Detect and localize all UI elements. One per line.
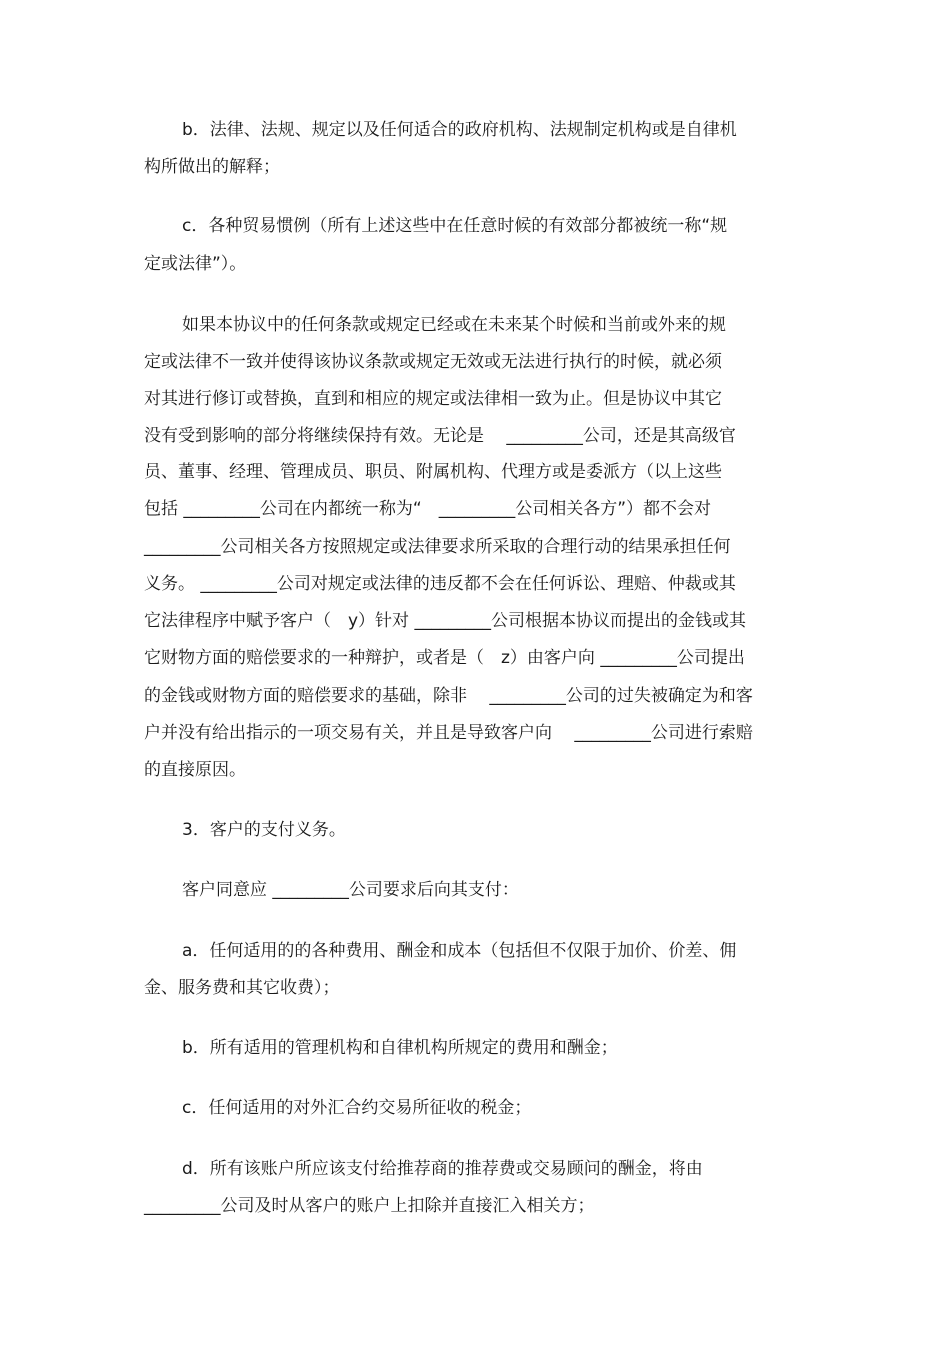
paragraph-main-line-9: 它法律程序中赋予客户（ y）针对 _________公司根据本协议而提出的金钱或其 [144, 611, 746, 631]
section-heading: 3．客户的支付义务。 [182, 820, 346, 840]
paragraph-main-line-5: 员、董事、经理、管理成员、职员、附属机构、代理方或是委派方（以上这些 [144, 462, 722, 482]
item-d-line-2: _________公司及时从客户的账户上扣除并直接汇入相关方； [144, 1196, 595, 1216]
item-a-line-2: 金、服务费和其它收费）； [144, 978, 340, 998]
paragraph-main-line-12: 户并没有给出指示的一项交易有关，并且是导致客户向 _________公司进行索赔 [144, 723, 753, 743]
paragraph-main-line-3: 对其进行修订或替换，直到和相应的规定或法律相一致为止。但是协议中其它 [144, 389, 722, 409]
payment-intro: 客户同意应 _________公司要求后向其支付： [182, 880, 519, 900]
paragraph-main-line-4: 没有受到影响的部分将继续保持有效。无论是 _________公司，还是其高级官 [144, 426, 736, 446]
item-d-line-1: d．所有该账户所应该支付给推荐商的推荐费或交易顾问的酬金，将由 [182, 1159, 703, 1179]
paragraph-main-line-8: 义务。 _________公司对规定或法律的违反都不会在任何诉讼、理赔、仲裁或其 [144, 574, 736, 594]
paragraph-main-line-1: 如果本协议中的任何条款或规定已经或在未来某个时候和当前或外来的规 [182, 315, 726, 335]
paragraph-main-line-11: 的金钱或财物方面的赔偿要求的基础，除非 _________公司的过失被确定为和客 [144, 686, 753, 706]
paragraph-main-line-2: 定或法律不一致并使得该协议条款或规定无效或无法进行执行的时候，就必须 [144, 352, 722, 372]
item-b: b．所有适用的管理机构和自律机构所规定的费用和酬金； [182, 1038, 618, 1058]
item-a-line-1: a．任何适用的的各种费用、酬金和成本（包括但不仅限于加价、价差、佣 [182, 941, 737, 961]
item-c: c．任何适用的对外汇合约交易所征收的税金； [182, 1098, 532, 1118]
paragraph-main-line-6: 包括 _________公司在内都统一称为“ _________公司相关各方”）都不会对 [144, 499, 712, 519]
paragraph-main-line-13: 的直接原因。 [144, 760, 246, 780]
paragraph-main-line-7: _________公司相关各方按照规定或法律要求所采取的合理行动的结果承担任何 [144, 537, 731, 557]
paragraph-b-line-2: 构所做出的解释； [144, 157, 280, 177]
paragraph-b-line-1: b．法律、法规、规定以及任何适合的政府机构、法规制定机构或是自律机 [182, 120, 737, 140]
paragraph-c-line-1: c．各种贸易惯例（所有上述这些中在任意时候的有效部分都被统一称“规 [182, 216, 728, 236]
paragraph-main-line-10: 它财物方面的赔偿要求的一种辩护，或者是（ z）由客户向 _________公司提出 [144, 648, 745, 668]
paragraph-c-line-2: 定或法律”）。 [144, 254, 247, 274]
